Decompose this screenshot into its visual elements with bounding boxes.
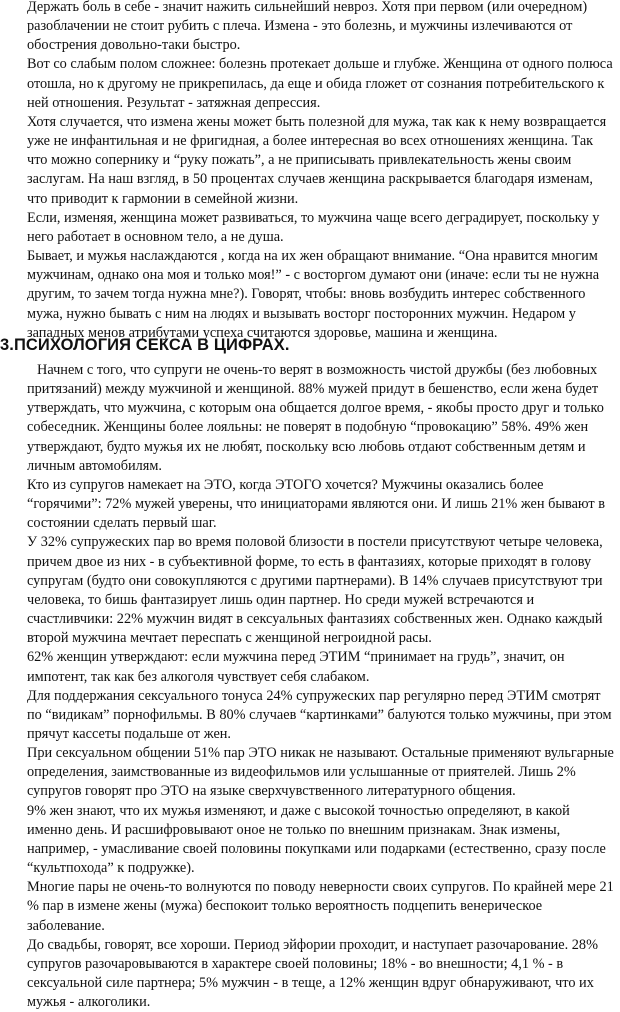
intro-text-block bbox=[27, 0, 615, 343]
paragraph: Многие пары не очень-то волнуются по поводу неверности своих супругов. По крайней мере 21 % пар в измене жены (мужа) беспокоит только вероятность подцепить венерическое заболевание. bbox=[27, 879, 614, 934]
section-3-text-block bbox=[27, 361, 615, 1012]
paragraph: У 32% супружеских пар во время половой близости в постели присутствуют четыре человека, причем двое из них - в субъективной форме, то есть в фантазиях, которые приходят в голову супругам (будто они совокупляются с другими партнерами). В 14% случаев присутствуют три человека, то бишь фантазирует лишь один партнер. Но среди мужей встречаются и счастливчики: 22% мужчин видят в сексуальных фантазиях собственных жен. Однако каждый второй мужчина мечтает переспать с женщиной негроидной расы. bbox=[27, 534, 603, 647]
paragraph: Вот со слабым полом сложнее: болезнь протекает дольше и глубже. Женщина от одного полюса отошла, но к другому не прикрепилась, да еще и обида гложет от сознания потребительского к ней отношения. Результат - затяжная депрессия. bbox=[27, 56, 613, 111]
paragraph: При сексуальном общении 51% пар ЭТО никак не называют. Остальные применяют вульгарные определения, заимствованные из видеофильмов или услышанные от приятелей. Лишь 2% супругов говорят про ЭТО на языке сверхчувственного литературного общения. bbox=[27, 745, 614, 800]
paragraph: Хотя случается, что измена жены может быть полезной для мужа, так как к нему возвращается уже не инфантильная и не фригидная, а более интересная во всех отношениях женщина. Так что можно сопернику и “руку пожать”, а не приписывать привлекательность жены своим заслугам. На наш взгляд, в 50 процентах случаев женщина раскрывается благодаря изменам, что приводит к гармонии в семейной жизни. bbox=[27, 113, 607, 207]
paragraph: Кто из супругов намекает на ЭТО, когда ЭТОГО хочется? Мужчины оказались более “горячими”: 72% мужей уверены, что инициаторами являются они. И лишь 21% жен бывают в состоянии сделать первый шаг. bbox=[27, 476, 605, 532]
paragraph: Для поддержания сексуального тонуса 24% супружеских пар регулярно перед ЭТИМ смотрят по “видикам” порнофильмы. В 80% случаев “картинками” балуются только мужчины, при этом прячут кассеты подальше от жен. bbox=[27, 687, 612, 742]
paragraph: 62% женщин утверждают: если мужчина перед ЭТИМ “принимает на грудь”, значит, он импотент, так как без алкоголя чувствует себя слабаком. bbox=[27, 649, 565, 685]
paragraph: До свадьбы, говорят, все хороши. Период эйфории проходит, и наступает разочарование. 28% супругов разочаровываются в характере своей половины; 18% - во внешности; 4,1 % - в сексуальной силе партнера; 5% мужчин - в теще, а 12% женщин вдруг обнаруживают, что их мужья - алкоголики. bbox=[27, 936, 598, 1011]
paragraph: Начнем с того, что супруги не очень-то верят в возможность чистой дружбы (без любовных притязаний) между мужчиной и женщиной. 88% мужей придут в бешенство, если жена будет утверждать, что мужчина, с которым она общается долгое время, - якобы просто друг и только собеседник. Женщины более лояльны: не поверят в подобную “провокацию” 58%. 49% жен утверждают, будто мужья их не любят, поскольку всю любовь отдают собственным детям и личным автомобилям. bbox=[27, 362, 604, 474]
section-heading: 3.ПСИХОЛОГИЯ СЕКСА В ЦИФРАХ. bbox=[0, 336, 290, 354]
paragraph: Если, изменяя, женщина может развиваться, то мужчина чаще всего деградирует, поскольку у него работает в основном тело, а не душа. bbox=[27, 209, 600, 245]
paragraph: Держать боль в себе - значит нажить сильнейший невроз. Хотя при первом (или очередном) разоблачении не стоит рубить с плеча. Измена - это болезнь, и мужчины излечиваются от обострения довольно-таки быстро. bbox=[27, 0, 588, 54]
paragraph: 9% жен знают, что их мужья изменяют, и даже с высокой точностью определяют, в какой именно день. И расшифровывают оное не только по внешним признакам. Знак измены, например, - умасливание своей половины покупками или подарками (естественно, сразу после “культпохода” к подружке). bbox=[27, 802, 606, 877]
paragraph: Бывает, и мужья наслаждаются , когда на их жен обращают внимание. “Она нравится многим мужчинам, однако она моя и только моя!” - с восторгом думают они (иначе: если ты не нужна другим, то зачем тогда нужна мне?). Говорят, чтобы: вновь возбудить интерес собственного мужа, нужно бывать с ним на людях и вызывать восторг посторонних мужчин. Недаром у западных менов атрибутами успеха считаются здоровье, машина и женщина. bbox=[27, 248, 600, 341]
